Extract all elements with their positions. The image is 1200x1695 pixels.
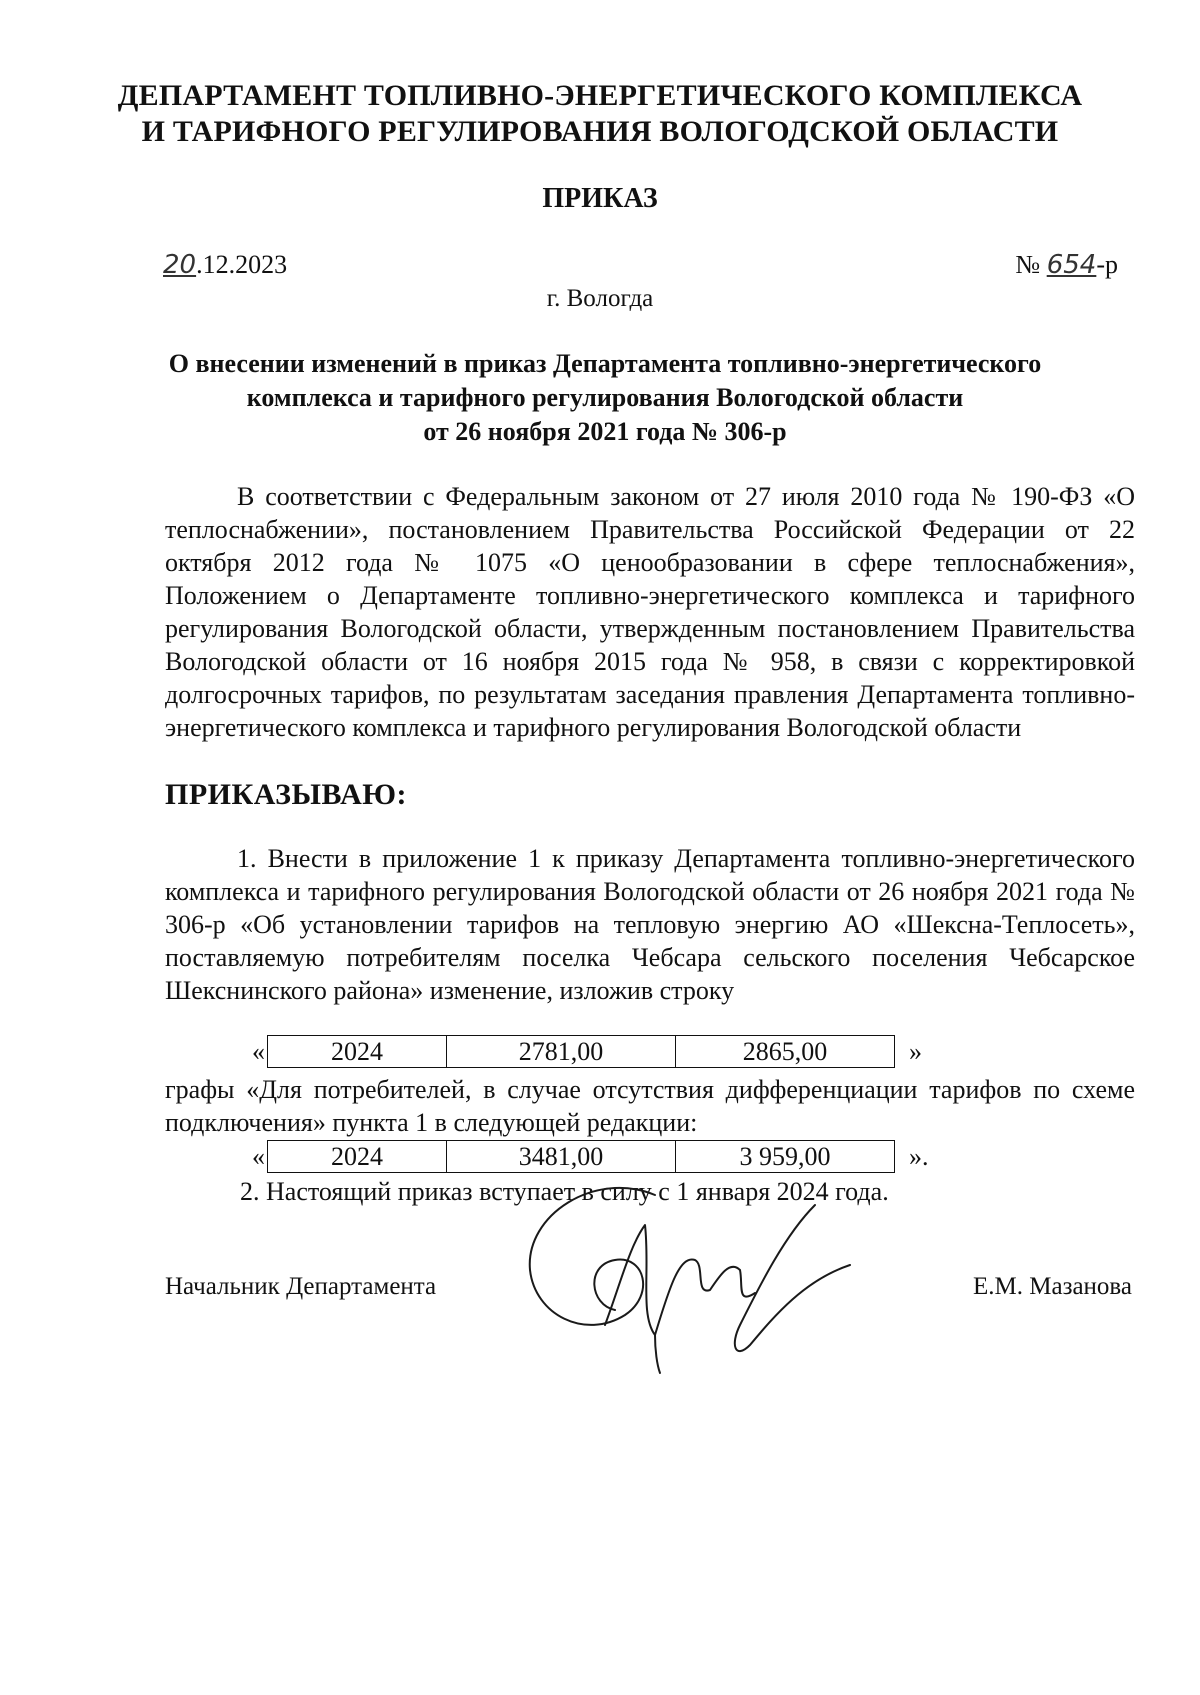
order-heading: ПРИКАЗ [542,183,658,214]
tariff-row-old [245,1035,922,1068]
department-header [100,78,1100,150]
title-line-2: комплекса и тарифного регулирования Вологодской области [246,383,964,412]
tariff-value-1-cell: 2781,00 [447,1036,676,1067]
city-line: г. Вологда [546,285,654,312]
order-date [163,250,287,280]
tariff-value-2-cell: 3 959,00 [739,1141,831,1171]
tariff-row-new [245,1140,929,1173]
title-line-3: от 26 ноября 2021 года № 306-р [423,417,787,446]
close-quote: » [909,1036,922,1066]
number-handwritten: 654 [1046,250,1097,280]
signature-descender [655,1335,660,1373]
handwritten-signature [505,1175,865,1375]
number-suffix: -р [1096,250,1118,279]
title-line-1: О внесении изменений в приказ Департамента топливно-энергетического [168,349,1042,378]
open-quote: « [252,1036,265,1066]
header-line-2: И ТАРИФНОГО РЕГУЛИРОВАНИЯ ВОЛОГОДСКОЙ ОБЛАСТИ [141,115,1059,148]
signature-loop [530,1188,655,1325]
item-1-paragraph: 1. Внести в приложение 1 к приказу Департамента топливно-энергетического комплекса и тарифного регулирования Вологодской области от 26 ноября 2021 года № 306-р «Об установлении тарифов на тепловую энергию АО «Шексна-Теплосеть», поставляемую потребителям поселка Чебсара сельского поселения Чебсарское Шекснинского района» изменение, изложив строку [165,844,1135,1005]
tariff-value-1-cell: 3481,00 [447,1141,676,1172]
item-1-continuation: графы «Для потребителей, в случае отсутствия дифференциации тарифов по схеме подключения» пункта 1 в следующей редакции: [165,1075,1135,1137]
signatory-position: Начальник Департамента [165,1273,437,1300]
tariff-year-cell: 2024 [268,1036,447,1067]
tariff-row-cells [267,1140,895,1173]
signature-flourish [735,1205,850,1351]
date-month-year: .12.2023 [196,250,288,279]
tariff-year-cell: 2024 [268,1141,447,1172]
date-day-handwritten: 20 [163,250,197,280]
order-number [1015,250,1118,280]
open-quote: « [252,1141,265,1171]
decree-word: ПРИКАЗЫВАЮ: [165,778,408,811]
number-prefix: № [1015,250,1047,279]
order-title [140,347,1070,449]
header-line-1: ДЕПАРТАМЕНТ ТОПЛИВНО-ЭНЕРГЕТИЧЕСКОГО КОМПЛЕКСА [117,79,1083,112]
preamble-paragraph: В соответствии с Федеральным законом от 27 июля 2010 года № 190-ФЗ «О теплоснабжении», постановлением Правительства Российской Федерации от 22 октября 2012 года № 1075 «О ценообразовании в сфере теплоснабжения», Положением о Департаменте топливно-энергетического комплекса и тарифного регулирования Вологодской области, утвержденным постановлением Правительства Вологодской области от 16 ноября 2015 года № 958, в связи с корректировкой долгосрочных тарифов, по результатам заседания правления Департамента топливно-энергетического комплекса и тарифного регулирования Вологодской области [165,482,1135,742]
signature-letters [605,1225,755,1335]
close-quote: ». [909,1141,929,1171]
tariff-value-2-cell: 2865,00 [742,1036,828,1066]
item-2-paragraph: 2. Настоящий приказ вступает в силу с 1 января 2024 года. [240,1177,889,1206]
signatory-name: Е.М. Мазанова [973,1273,1132,1300]
tariff-row-cells [267,1035,895,1068]
